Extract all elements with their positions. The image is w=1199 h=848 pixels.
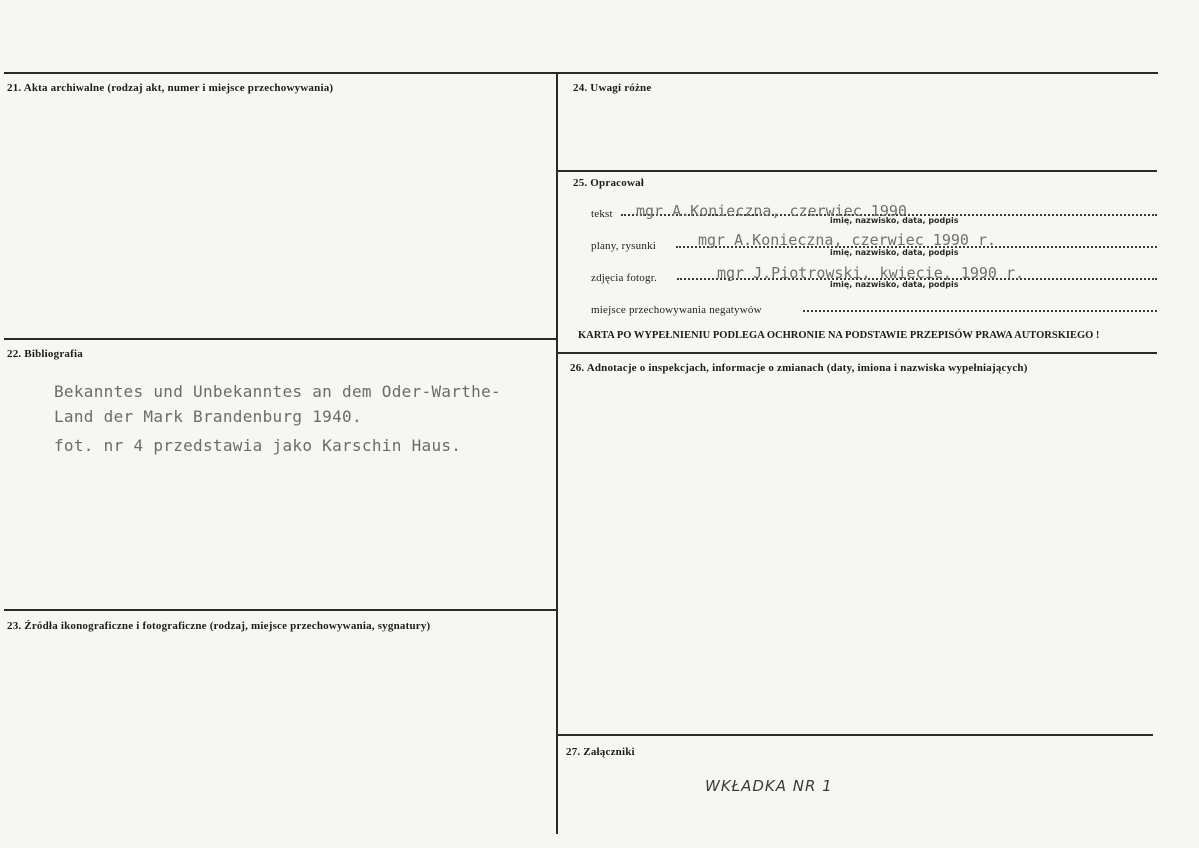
- top-rule: [4, 72, 1158, 74]
- divider-24-25: [557, 170, 1157, 172]
- section-21-label: 21. Akta archiwalne (rodzaj akt, numer i miejsce przechowywania): [7, 82, 334, 94]
- section-23-label: 23. Źródła ikonograficzne i fotograficzne (rodzaj, miejsce przechowywania, sygnatury): [7, 620, 431, 632]
- copyright-warning: KARTA PO WYPEŁNIENIU PODLEGA OCHRONIE NA PODSTAWIE PRZEPISÓW PRAWA AUTORSKIEGO !: [578, 330, 1100, 341]
- section-24-label: 24. Uwagi różne: [573, 82, 652, 94]
- row-plany-caption: imię, nazwisko, data, podpis: [830, 248, 959, 257]
- section-22-label: 22. Bibliografia: [7, 348, 83, 360]
- divider-21-22: [4, 338, 557, 340]
- center-divider: [556, 72, 558, 834]
- divider-22-23: [4, 609, 557, 611]
- row-negatywy-dotline: [803, 310, 1157, 312]
- row-plany-value: mgr A.Konieczna, czerwiec 1990 r.: [698, 231, 997, 249]
- row-zdjecia-caption: imię, nazwisko, data, podpis: [830, 280, 959, 289]
- row-plany-name: plany, rysunki: [591, 240, 657, 252]
- divider-26-27: [557, 734, 1153, 736]
- row-tekst-name: tekst: [591, 208, 613, 220]
- bibliography-line-2: Land der Mark Brandenburg 1940.: [54, 407, 362, 426]
- section-25-label: 25. Opracował: [573, 177, 645, 189]
- section-27-label: 27. Załączniki: [566, 746, 635, 758]
- row-tekst-caption: imię, nazwisko, data, podpis: [830, 216, 959, 225]
- bibliography-line-1: Bekanntes und Unbekanntes an dem Oder-Warthe-: [54, 382, 501, 401]
- row-zdjecia-name: zdjęcia fotogr.: [591, 272, 657, 284]
- row-zdjecia-value: mgr J.Piotrowski, kwiecie, 1990 r.: [717, 264, 1025, 282]
- attachment-handwritten: WKŁADKA NR 1: [705, 777, 833, 795]
- section-26-label: 26. Adnotacje o inspekcjach, informacje o zmianach (daty, imiona i nazwiska wypełniających): [570, 362, 1028, 374]
- divider-25-26: [557, 352, 1157, 354]
- bibliography-line-3: fot. nr 4 przedstawia jako Karschin Haus.: [54, 436, 462, 455]
- row-tekst-value: mgr A.Konieczna, czerwiec 1990: [636, 202, 907, 220]
- row-negatywy-name: miejsce przechowywania negatywów: [591, 304, 762, 316]
